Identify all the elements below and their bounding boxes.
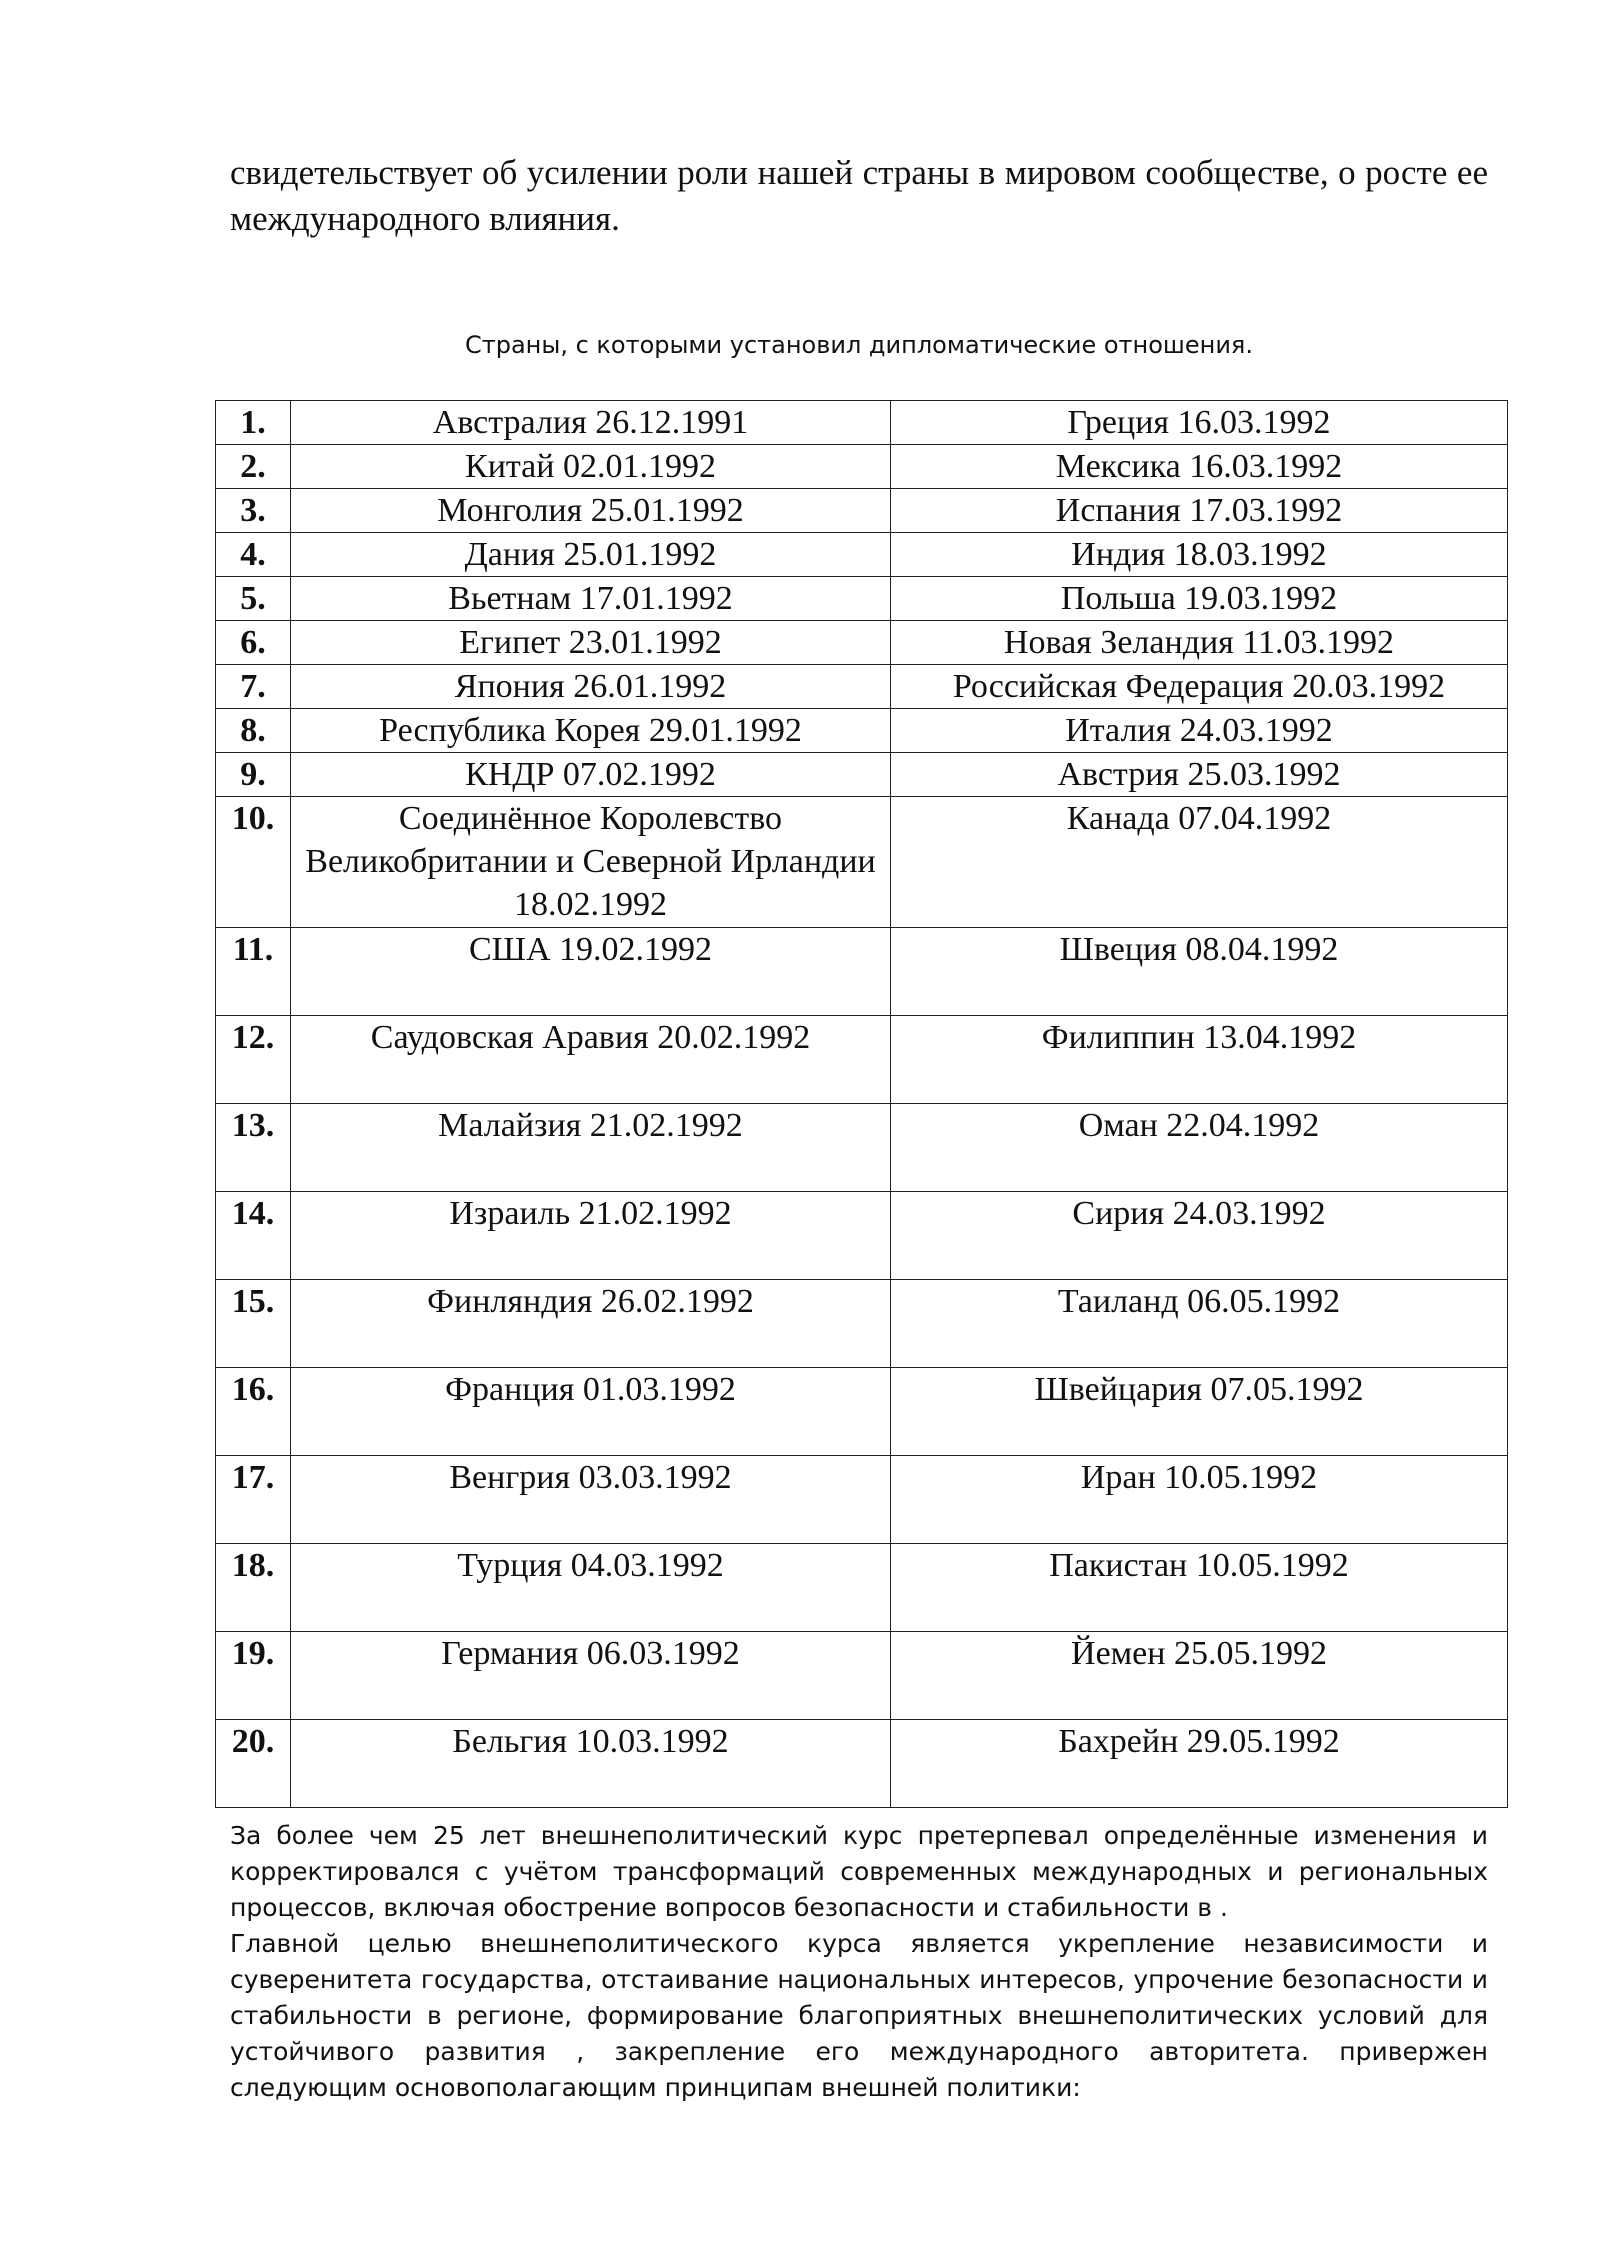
countries-table-body (216, 401, 1508, 1808)
countries-table (215, 400, 1508, 1808)
country-right: Индия 18.03.1992 (891, 533, 1508, 577)
table-caption: Страны, с которыми установил дипломатические отношения. (465, 331, 1253, 359)
country-right: Иран 10.05.1992 (891, 1456, 1508, 1544)
table-row (216, 1720, 1508, 1808)
country-right: Швеция 08.04.1992 (891, 928, 1508, 1016)
row-number: 17. (216, 1456, 291, 1544)
table-row (216, 401, 1508, 445)
country-right: Бахрейн 29.05.1992 (891, 1720, 1508, 1808)
table-row (216, 1544, 1508, 1632)
row-number: 16. (216, 1368, 291, 1456)
table-row (216, 753, 1508, 797)
country-right: Филиппин 13.04.1992 (891, 1016, 1508, 1104)
table-row (216, 577, 1508, 621)
row-number: 15. (216, 1280, 291, 1368)
table-row (216, 1632, 1508, 1720)
country-right: Новая Зеландия 11.03.1992 (891, 621, 1508, 665)
country-left: Франция 01.03.1992 (291, 1368, 891, 1456)
country-right: Швейцария 07.05.1992 (891, 1368, 1508, 1456)
row-number: 10. (216, 797, 291, 928)
table-row (216, 709, 1508, 753)
table-row (216, 1280, 1508, 1368)
country-right: Греция 16.03.1992 (891, 401, 1508, 445)
country-left: Венгрия 03.03.1992 (291, 1456, 891, 1544)
country-right: Сирия 24.03.1992 (891, 1192, 1508, 1280)
country-right: Пакистан 10.05.1992 (891, 1544, 1508, 1632)
country-right: Оман 22.04.1992 (891, 1104, 1508, 1192)
country-left: Германия 06.03.1992 (291, 1632, 891, 1720)
country-left: Австралия 26.12.1991 (291, 401, 891, 445)
country-right: Мексика 16.03.1992 (891, 445, 1508, 489)
country-left: Египет 23.01.1992 (291, 621, 891, 665)
country-left: Китай 02.01.1992 (291, 445, 891, 489)
row-number: 3. (216, 489, 291, 533)
country-left: КНДР 07.02.1992 (291, 753, 891, 797)
row-number: 13. (216, 1104, 291, 1192)
country-left: Турция 04.03.1992 (291, 1544, 891, 1632)
closing-paragraph-2: Главной целью внешнеполитического курса является укрепление независимости и суверенитета государства, отстаивание национальных интересов, упрочение безопасности и стабильности в регионе, формирование благоприятных внешнеполитических условий для устойчивого развития , закрепление его международного авторитета. привержен следующим основополагающим принципам внешней политики: (230, 1929, 1488, 2102)
table-row (216, 445, 1508, 489)
country-right: Таиланд 06.05.1992 (891, 1280, 1508, 1368)
row-number: 7. (216, 665, 291, 709)
intro-paragraph: свидетельствует об усилении роли нашей страны в мировом сообществе, о росте ее международного влияния. (230, 153, 1488, 238)
country-left: Республика Корея 29.01.1992 (291, 709, 891, 753)
country-left: Япония 26.01.1992 (291, 665, 891, 709)
table-row (216, 1456, 1508, 1544)
row-number: 9. (216, 753, 291, 797)
table-row (216, 489, 1508, 533)
country-right: Канада 07.04.1992 (891, 797, 1508, 928)
country-left: Малайзия 21.02.1992 (291, 1104, 891, 1192)
row-number: 1. (216, 401, 291, 445)
country-left: Саудовская Аравия 20.02.1992 (291, 1016, 891, 1104)
closing-text (230, 1818, 1488, 2106)
table-row (216, 928, 1508, 1016)
country-left: Бельгия 10.03.1992 (291, 1720, 891, 1808)
country-right: Йемен 25.05.1992 (891, 1632, 1508, 1720)
row-number: 20. (216, 1720, 291, 1808)
country-left: Израиль 21.02.1992 (291, 1192, 891, 1280)
table-row (216, 1192, 1508, 1280)
table-row (216, 1016, 1508, 1104)
country-right: Российская Федерация 20.03.1992 (891, 665, 1508, 709)
country-right: Испания 17.03.1992 (891, 489, 1508, 533)
country-left: Финляндия 26.02.1992 (291, 1280, 891, 1368)
row-number: 4. (216, 533, 291, 577)
row-number: 18. (216, 1544, 291, 1632)
row-number: 2. (216, 445, 291, 489)
row-number: 11. (216, 928, 291, 1016)
country-left: Дания 25.01.1992 (291, 533, 891, 577)
table-row (216, 665, 1508, 709)
table-row (216, 797, 1508, 928)
country-left: США 19.02.1992 (291, 928, 891, 1016)
row-number: 12. (216, 1016, 291, 1104)
row-number: 6. (216, 621, 291, 665)
country-left: Соединённое Королевство Великобритании и Северной Ирландии 18.02.1992 (291, 797, 891, 928)
row-number: 19. (216, 1632, 291, 1720)
country-left: Монголия 25.01.1992 (291, 489, 891, 533)
table-row (216, 1104, 1508, 1192)
row-number: 5. (216, 577, 291, 621)
closing-paragraph-1: За более чем 25 лет внешнеполитический курс претерпевал определённые изменения и корректировался с учётом трансформаций современных международных и региональных процессов, включая обострение вопросов безопасности и стабильности в . (230, 1821, 1488, 1922)
country-right: Австрия 25.03.1992 (891, 753, 1508, 797)
row-number: 14. (216, 1192, 291, 1280)
table-row (216, 1368, 1508, 1456)
table-row (216, 621, 1508, 665)
table-row (216, 533, 1508, 577)
country-right: Италия 24.03.1992 (891, 709, 1508, 753)
country-left: Вьетнам 17.01.1992 (291, 577, 891, 621)
row-number: 8. (216, 709, 291, 753)
country-right: Польша 19.03.1992 (891, 577, 1508, 621)
